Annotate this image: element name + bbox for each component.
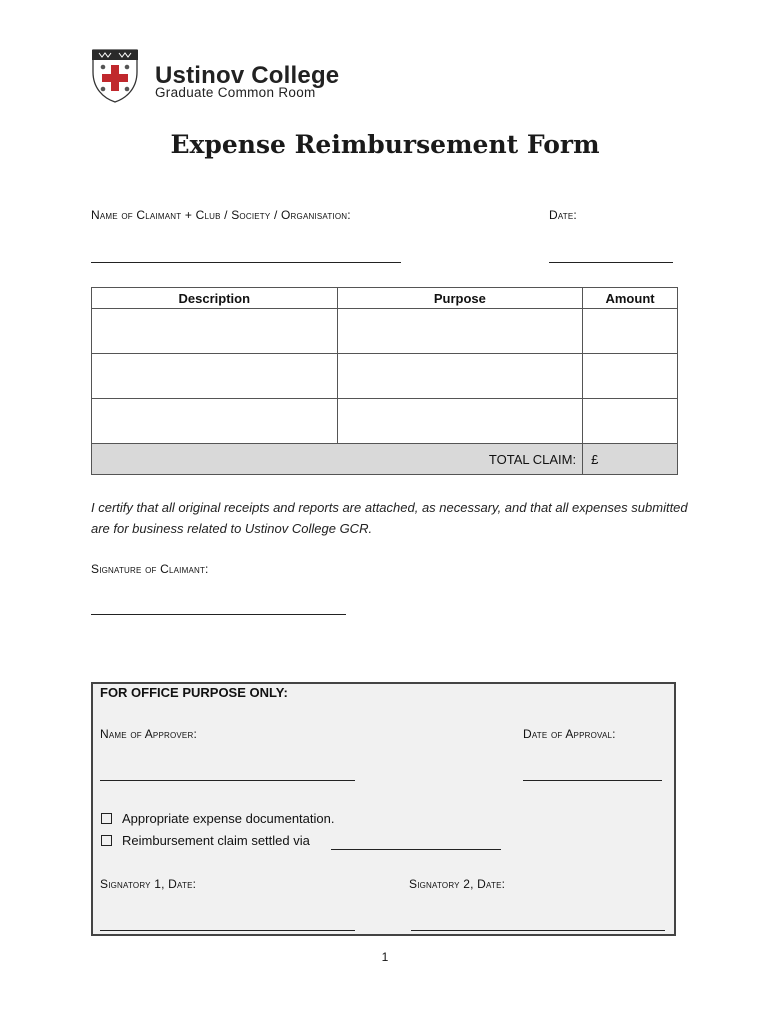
- claimant-name-field[interactable]: [91, 262, 401, 263]
- signatory-1-field[interactable]: [100, 930, 355, 931]
- office-use-panel: [91, 682, 676, 936]
- amount-cell[interactable]: [583, 354, 678, 399]
- table-row: [92, 399, 678, 444]
- office-use-title: FOR OFFICE PURPOSE ONLY:: [100, 685, 288, 700]
- documentation-checkbox-row[interactable]: [101, 811, 334, 826]
- column-header-purpose: Purpose: [337, 288, 583, 309]
- table-row: [92, 354, 678, 399]
- checkbox[interactable]: [101, 835, 112, 846]
- table-row: [92, 309, 678, 354]
- approver-name-label: Name of Approver:: [100, 727, 197, 741]
- college-name: Ustinov College: [155, 62, 340, 89]
- approval-date-label: Date of Approval:: [523, 727, 616, 741]
- claimant-name-label: Name of Claimant + Club / Society / Organisation:: [91, 208, 351, 222]
- total-claim-label: TOTAL CLAIM:: [92, 444, 583, 475]
- signatory-1-label: Signatory 1, Date:: [100, 877, 197, 891]
- settled-checkbox-label: Reimbursement claim settled via: [122, 833, 310, 848]
- expense-table: [91, 287, 678, 475]
- signatory-2-field[interactable]: [411, 930, 665, 931]
- settled-checkbox-row[interactable]: [101, 833, 310, 848]
- purpose-cell[interactable]: [337, 354, 583, 399]
- documentation-checkbox-label: Appropriate expense documentation.: [122, 811, 335, 826]
- description-cell[interactable]: [92, 309, 338, 354]
- approver-name-field[interactable]: [100, 780, 355, 781]
- claim-date-field[interactable]: [549, 262, 673, 263]
- claim-date-label: Date:: [549, 208, 577, 222]
- page-number: 1: [381, 950, 389, 964]
- claimant-signature-field[interactable]: [91, 614, 346, 615]
- purpose-cell[interactable]: [337, 309, 583, 354]
- column-header-amount: Amount: [583, 288, 678, 309]
- purpose-cell[interactable]: [337, 399, 583, 444]
- column-header-description: Description: [92, 288, 338, 309]
- signatory-2-label: Signatory 2, Date:: [409, 877, 506, 891]
- total-row: [92, 444, 678, 475]
- amount-cell[interactable]: [583, 309, 678, 354]
- college-subtitle: Graduate Common Room: [155, 85, 316, 100]
- approval-date-field[interactable]: [523, 780, 662, 781]
- total-claim-amount[interactable]: £: [583, 444, 678, 475]
- settlement-method-field[interactable]: [331, 849, 501, 850]
- college-crest-logo: [91, 49, 139, 103]
- form-title: Expense Reimbursement Form: [170, 130, 600, 159]
- certification-statement: I certify that all original receipts and reports are attached, as necessary, and that all expenses submitted are for business related to Ustinov College GCR.: [91, 500, 688, 536]
- claimant-signature-label: Signature of Claimant:: [91, 562, 209, 576]
- description-cell[interactable]: [92, 399, 338, 444]
- description-cell[interactable]: [92, 354, 338, 399]
- amount-cell[interactable]: [583, 399, 678, 444]
- checkbox[interactable]: [101, 813, 112, 824]
